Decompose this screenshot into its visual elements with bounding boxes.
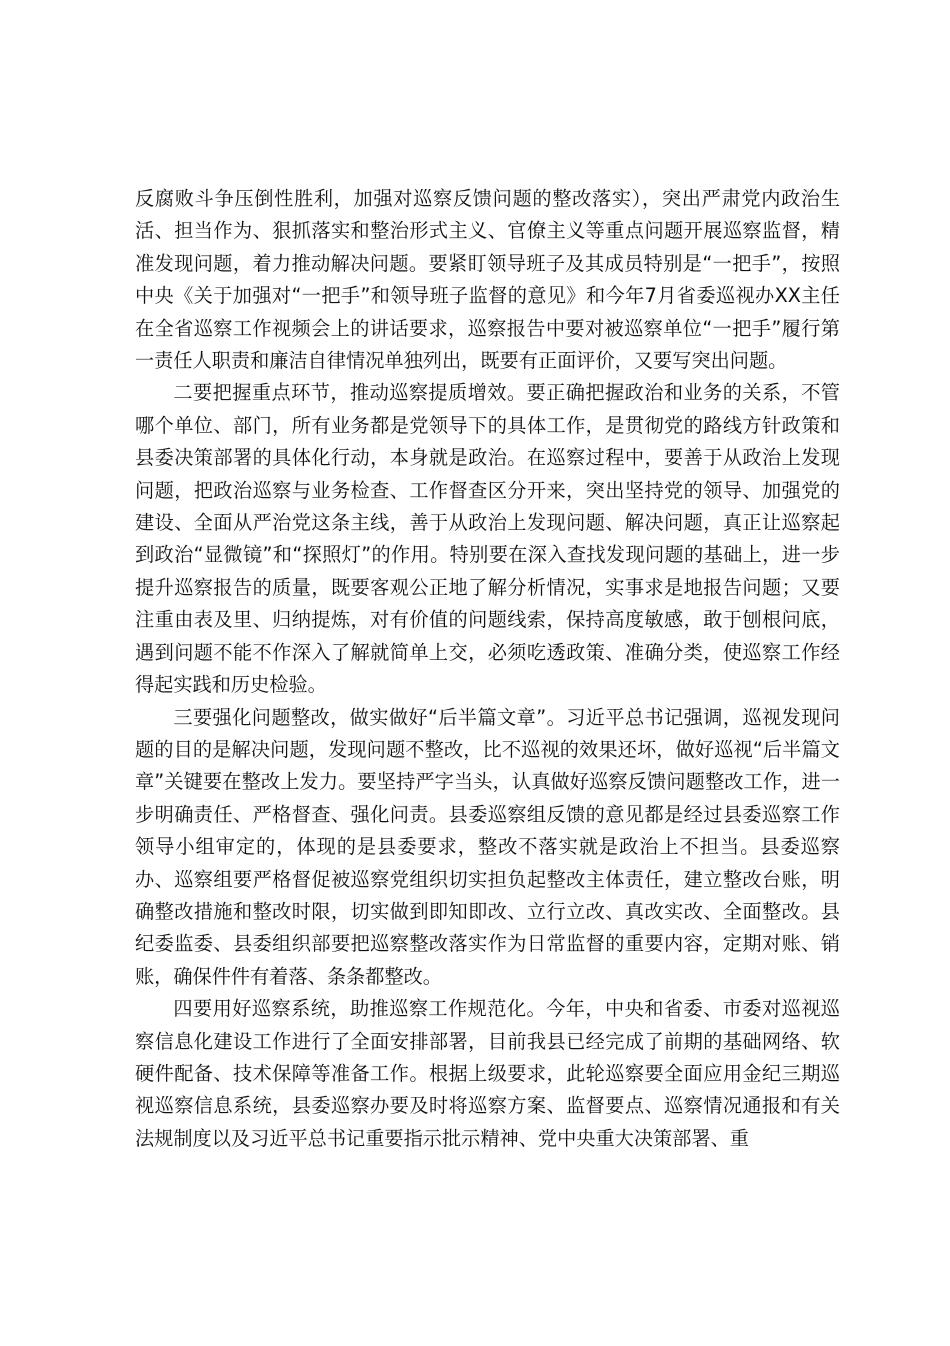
paragraph-key-links: 二要把握重点环节，推动巡察提质增效。要正确把握政治和业务的关系，不管哪个单位、部门，所有业务都是党领导下的具体工作，是贯彻党的路线方针政策和县委决策部署的具体化行动，本身就是政治。在巡察过程中，要善于从政治上发现问题，把政治巡察与业务检查、工作督查区分开来，突出坚持党的领导、加强党的建设、全面从严治党这条主线，善于从政治上发现问题、解决问题，真正让巡察起到政治“显微镜”和“探照灯”的作用。特别要在深入查找发现问题的基础上，进一步提升巡察报告的质量，既要客观公正地了解分析情况，实事求是地报告问题；又要注重由表及里、归纳提炼，对有价值的问题线索，保持高度敏感，敢于刨根问底，遇到问题不能不作深入了解就简单上交，必须吃透政策、准确分类，使巡察工作经得起实践和历史检验。: [135, 381, 840, 697]
paragraph-continuation: 反腐败斗争压倒性胜利，加强对巡察反馈问题的整改落实），突出严肃党内政治生活、担当作为、狠抓落实和整治形式主义、官僚主义等重点问题开展巡察监督，精准发现问题，着力推动解决问题。要紧盯领导班子及其成员特别是“一把手”，按照中央《关于加强对“一把手”和领导班子监督的意见》和今年7月省委巡视办XX主任在全省巡察工作视频会上的讲话要求，巡察报告中要对被巡察单位“一把手”履行第一责任人职责和廉洁自律情况单独列出，既要有正面评价，又要写突出问题。: [135, 187, 840, 373]
document-body: [135, 183, 840, 1155]
paragraph-inspection-system: 四要用好巡察系统，助推巡察工作规范化。今年，中央和省委、市委对巡视巡察信息化建设工作进行了全面安排部署，目前我县已经完成了前期的基础网络、软硬件配备、技术保障等准备工作。根据上级要求，此轮巡察要全面应用金纪三期巡视巡察信息系统，县委巡察办要及时将巡察方案、监督要点、巡察情况通报和有关法规制度以及习近平总书记重要指示批示精神、党中央重大决策部署、重: [135, 997, 840, 1150]
paragraph-rectification: 三要强化问题整改，做实做好“后半篇文章”。习近平总书记强调，巡视发现问题的目的是解决问题，发现问题不整改，比不巡视的效果还坏，做好巡视“后半篇文章”关键要在整改上发力。要坚持严字当头，认真做好巡察反馈问题整改工作，进一步明确责任、严格督查、强化问责。县委巡察组反馈的意见都是经过县委巡察工作领导小组审定的，体现的是县委要求，整改不落实就是政治上不担当。县委巡察办、巡察组要严格督促被巡察党组织切实担负起整改主体责任，建立整改台账，明确整改措施和整改时限，切实做到即知即改、立行立改、真改实改、全面整改。县纪委监委、县委组织部要把巡察整改落实作为日常监督的重要内容，定期对账、销账，确保件件有着落、条条都整改。: [135, 705, 840, 988]
